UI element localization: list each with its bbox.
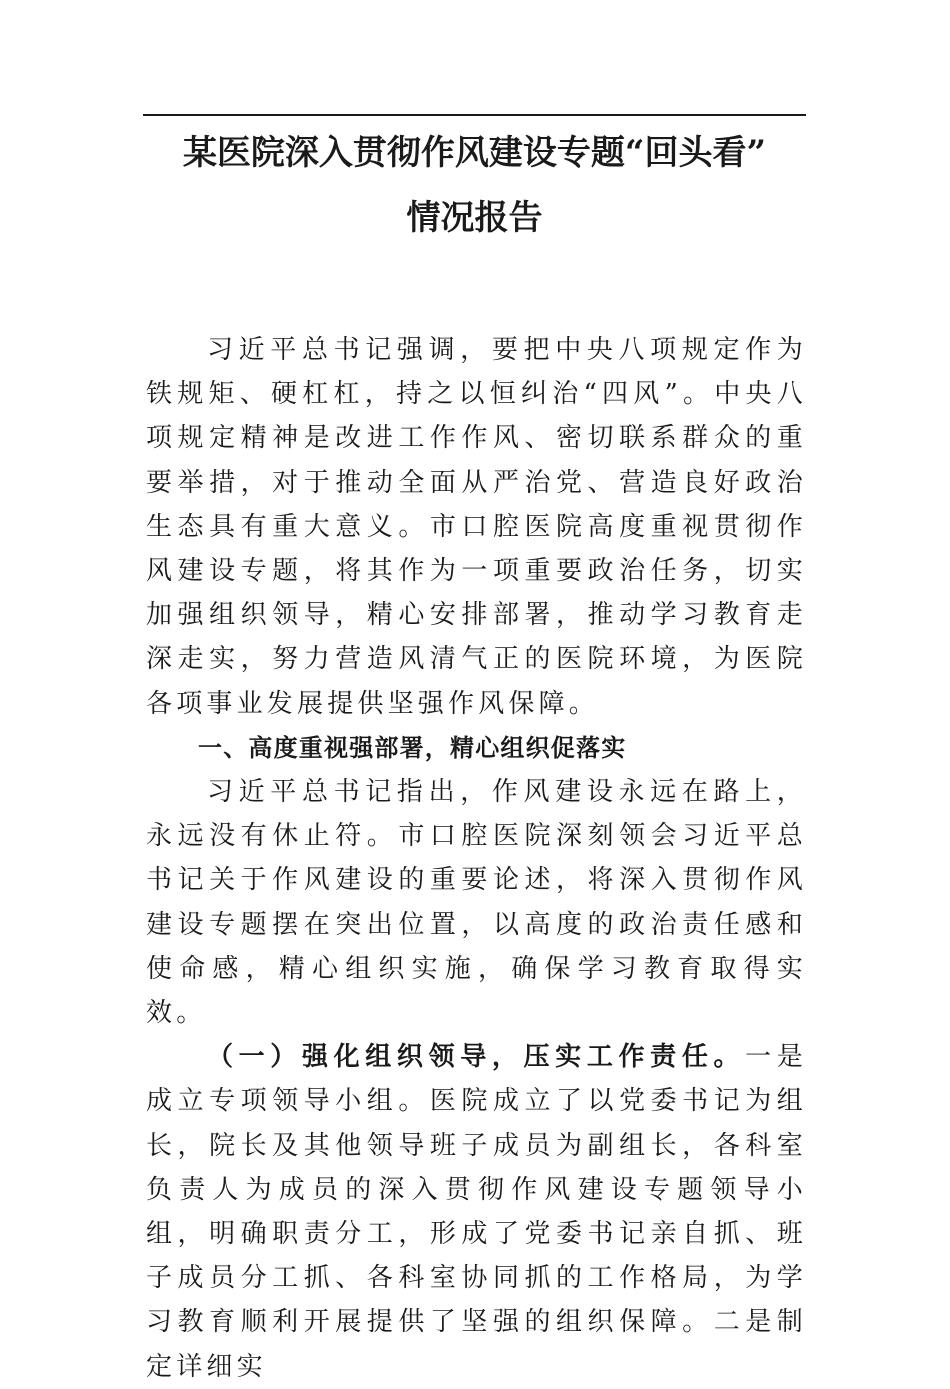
paragraph-section1-intro: 习近平总书记指出，作风建设永远在路上，永远没有休止符。市口腔医院深刻领会习近平总书记关于作风建设的重要论述，将深入贯彻作风建设专题摆在突出位置，以高度的政治责任感和使命感，精心组织实施，确保学习教育取得实效。 — [146, 777, 807, 1029]
section-heading-1: 一、高度重视强部署，精心组织促落实 — [198, 733, 627, 762]
paragraph-intro: 习近平总书记强调，要把中央八项规定作为铁规矩、硬杠杠，持之以恒纠治“四风”。中央八项规定精神是改进工作作风、密切联系群众的重要举措，对于推动全面从严治党、营造良好政治生态具有重大意义。市口腔医院高度重视贯彻作风建设专题，将其作为一项重要政治任务，切实加强组织领导，精心安排部署，推动学习教育走深走实，努力营造风清气正的医院环境，为医院各项事业发展提供坚强作风保障。 — [146, 335, 807, 719]
paragraph-subsection-1 — [146, 1035, 807, 1389]
subsection-lead: （一）强化组织领导，压实工作责任。 — [207, 1042, 746, 1073]
document-title-line-2: 情况报告 — [406, 198, 543, 238]
document-body — [146, 328, 807, 1389]
title-top-rule — [143, 114, 806, 116]
document-title-line-1: 某医院深入贯彻作风建设专题“回头看” — [182, 133, 767, 173]
subsection-body: 一是成立专项领导小组。医院成立了以党委书记为组长，院长及其他领导班子成员为副组长，各科室负责人为成员的深入贯彻作风建设专题领导小组，明确职责分工，形成了党委书记亲自抓、班子成员分工抓、各科室协同抓的工作格局，为学习教育顺利开展提供了坚强的组织保障。二是制定详细实 — [146, 1042, 807, 1382]
